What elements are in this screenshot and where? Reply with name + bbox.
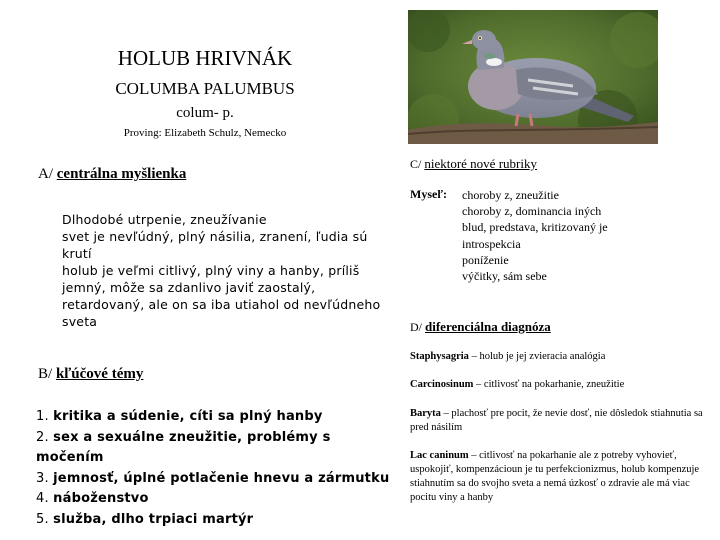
remedy-name: Lac caninum bbox=[410, 450, 469, 461]
differential-item bbox=[410, 350, 710, 364]
list-text: služba, dlho trpiaci martýr bbox=[53, 511, 254, 527]
list-item bbox=[36, 407, 396, 428]
rubric-line: choroby z, zneužitie bbox=[462, 188, 559, 202]
key-themes-list bbox=[36, 407, 396, 531]
section-d-letter: D/ bbox=[410, 320, 422, 334]
list-number: 2. bbox=[36, 429, 49, 445]
rubric-line: výčitky, sám sebe bbox=[462, 269, 547, 284]
remedy-note: – citlivosť na pokarhanie ale z potreby vyhovieť, uspokojiť, kompenzácioun je tu perfekcionizmus, holub kompenzuje stiahnutím sa do svojho sveta a nemá úzkosť o zdravie ale má viac pocitu viny a hanby bbox=[410, 450, 700, 503]
section-c-title: niektoré nové rubriky bbox=[424, 156, 537, 171]
central-line: sveta bbox=[62, 314, 98, 329]
list-item bbox=[36, 510, 396, 531]
mind-label: Myseľ: bbox=[410, 187, 447, 201]
section-b-heading bbox=[38, 366, 143, 383]
section-c-letter: C/ bbox=[410, 157, 422, 171]
remedy-note: – plachosť pre pocit, že nevie dosť, nie dôsledok stiahnutia sa pred násilím bbox=[410, 408, 703, 433]
section-d-heading bbox=[410, 319, 551, 335]
mind-rubric-list bbox=[462, 187, 702, 284]
section-d-title: diferenciálna diagnóza bbox=[425, 319, 551, 334]
rubric-line: blud, predstava, kritizovaný je bbox=[462, 220, 608, 235]
rubric-line: poníženie bbox=[462, 252, 509, 267]
list-text: jemnosť, úplné potlačenie hnevu a zármutku bbox=[53, 470, 390, 486]
central-line: retardovaný, ale on sa iba utiahol od nevľúdneho bbox=[62, 297, 381, 312]
rubric-line: introspekcia bbox=[462, 236, 521, 251]
central-line: krutí bbox=[62, 246, 92, 261]
section-a-heading bbox=[38, 166, 186, 183]
list-text: náboženstvo bbox=[53, 491, 149, 507]
list-number: 3. bbox=[36, 470, 49, 486]
central-line: holub je veľmi citlivý, plný viny a hanby, príliš bbox=[62, 263, 360, 278]
list-number: 5. bbox=[36, 511, 49, 527]
remedy-note: – citlivosť na pokarhanie, zneužitie bbox=[473, 379, 625, 390]
central-line: Dlhodobé utrpenie, zneužívanie bbox=[62, 212, 267, 227]
differential-item bbox=[410, 449, 710, 505]
section-c-heading bbox=[410, 156, 537, 172]
proving-credit: Proving: Elizabeth Schulz, Nemecko bbox=[123, 127, 287, 139]
list-item bbox=[36, 469, 396, 490]
central-line: jemný, môže sa zdanlivo javiť zaostalý, bbox=[62, 280, 316, 295]
list-item bbox=[36, 489, 396, 510]
page-title: HOLUB HRIVNÁK bbox=[117, 46, 293, 70]
remedy-name: Staphysagria bbox=[410, 351, 469, 362]
section-a-title: centrálna myšlienka bbox=[56, 166, 187, 182]
differential-item bbox=[410, 378, 710, 392]
remedy-name: Carcinosinum bbox=[410, 379, 474, 390]
remedy-name: Baryta bbox=[410, 408, 441, 419]
list-text: sex a sexuálne zneužitie, problémy s močením bbox=[36, 429, 331, 466]
abbreviation: colum- p. bbox=[176, 105, 234, 121]
list-item bbox=[36, 428, 396, 469]
list-number: 4. bbox=[36, 491, 49, 507]
remedy-note: – holub je jej zvieracia analógia bbox=[468, 351, 606, 362]
list-text: kritika a súdenie, cíti sa plný hanby bbox=[53, 409, 323, 424]
rubric-line: choroby z, dominancia iných bbox=[462, 204, 602, 219]
latin-name: COLUMBA PALUMBUS bbox=[115, 79, 295, 98]
list-number: 1. bbox=[36, 409, 49, 424]
section-a-letter: A/ bbox=[38, 166, 53, 182]
section-b-letter: B/ bbox=[38, 366, 53, 382]
differential-item bbox=[410, 407, 710, 435]
central-line: svet je nevľúdný, plný násilia, zranení, ľudia sú bbox=[62, 229, 368, 244]
section-b-title: kľúčové témy bbox=[55, 366, 144, 382]
wood-pigeon-photo bbox=[408, 10, 658, 144]
central-idea-text bbox=[62, 211, 384, 330]
